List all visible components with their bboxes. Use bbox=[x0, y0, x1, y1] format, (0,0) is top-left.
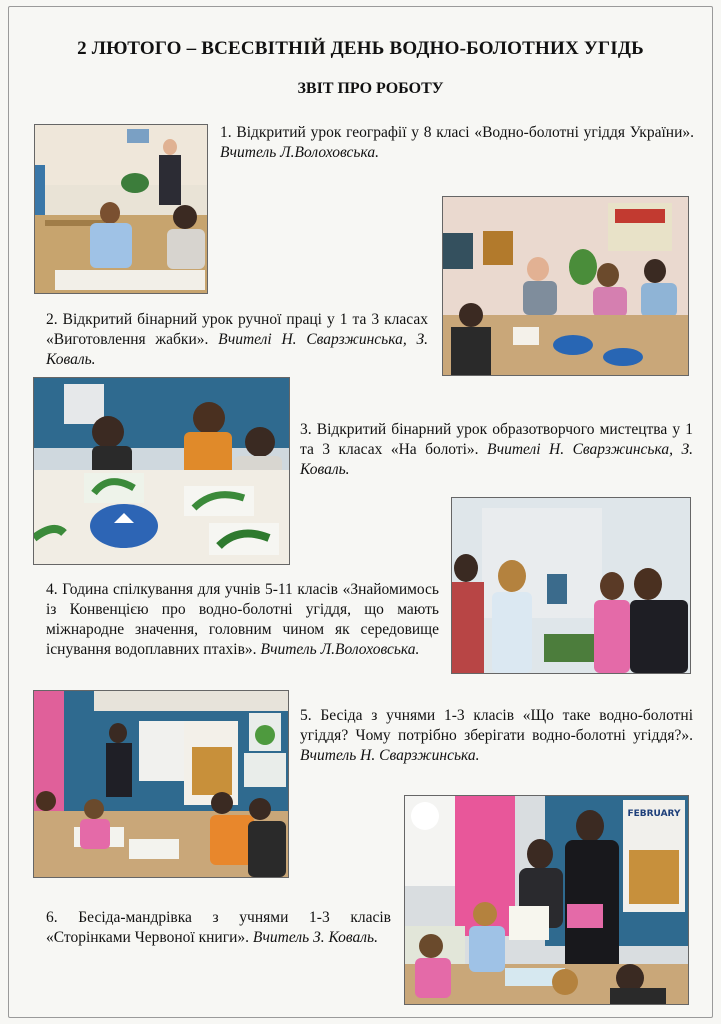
list-item-1 bbox=[220, 123, 694, 163]
item-number: 3. bbox=[300, 421, 312, 438]
item-teacher: Вчитель Л.Волоховська. bbox=[220, 144, 379, 161]
item-number: 6. bbox=[46, 909, 58, 926]
item-teacher: Вчитель З. Коваль. bbox=[252, 929, 378, 946]
list-item-5 bbox=[300, 706, 693, 766]
item-number: 2. bbox=[46, 311, 58, 328]
poster-label: FEBRUARY bbox=[627, 809, 681, 819]
item-text: Година спілкування для учнів 5-11 класів «Знайомимось із Конвенцією про водно-болотні угіддя, що мають міжнародне значення, головним чином як середовище існування водоплавних птахів». bbox=[46, 581, 440, 658]
item-teacher: Вчитель Н. Сварзжинська. bbox=[300, 747, 480, 764]
item-text: Бесіда-мандрівка з учнями 1-3 класів «Сторінками Червоної книги». bbox=[46, 909, 391, 946]
page-title: 2 ЛЮТОГО – ВСЕСВІТНІЙ ДЕНЬ ВОДНО-БОЛОТНИХ УГІДЬ bbox=[77, 38, 644, 59]
item-teacher: Вчителі Н. Сварзжинська, З. Коваль. bbox=[46, 331, 429, 368]
list-item-6 bbox=[46, 908, 391, 948]
item-teacher: Вчитель Л.Волоховська. bbox=[260, 641, 420, 658]
photo-red-book-trip bbox=[404, 795, 689, 1005]
item-text: Відкритий урок географії у 8 класі «Водно-болотні угіддя України». bbox=[236, 124, 694, 141]
photo-class-hour bbox=[451, 497, 691, 674]
list-item-2 bbox=[46, 310, 428, 370]
item-number: 4. bbox=[46, 581, 58, 598]
item-teacher: Вчителі Н. Сварзжинська, З. Коваль. bbox=[300, 441, 693, 478]
photo-wetlands-talk bbox=[33, 690, 289, 878]
item-text: Відкритий бінарний урок ручної праці у 1 та 3 класах «Виготовлення жабки». bbox=[46, 311, 428, 348]
item-text: Бесіда з учнями 1-3 класів «Що таке водно-болотні угіддя? Чому потрібно зберігати водно-болотні угіддя?». bbox=[300, 707, 694, 744]
photo-geography-lesson bbox=[34, 124, 208, 294]
item-number: 1. bbox=[220, 124, 232, 141]
photo-frog-crafting-lesson bbox=[442, 196, 689, 376]
item-number: 5. bbox=[300, 707, 312, 724]
page-subtitle: ЗВІТ ПРО РОБОТУ bbox=[297, 80, 444, 97]
list-item-3 bbox=[300, 420, 693, 480]
item-text: Відкритий бінарний урок образотворчого мистецтва у 1 та 3 класах «На болоті». bbox=[300, 421, 693, 458]
list-item-4 bbox=[46, 580, 439, 660]
photo-art-lesson bbox=[33, 377, 290, 565]
